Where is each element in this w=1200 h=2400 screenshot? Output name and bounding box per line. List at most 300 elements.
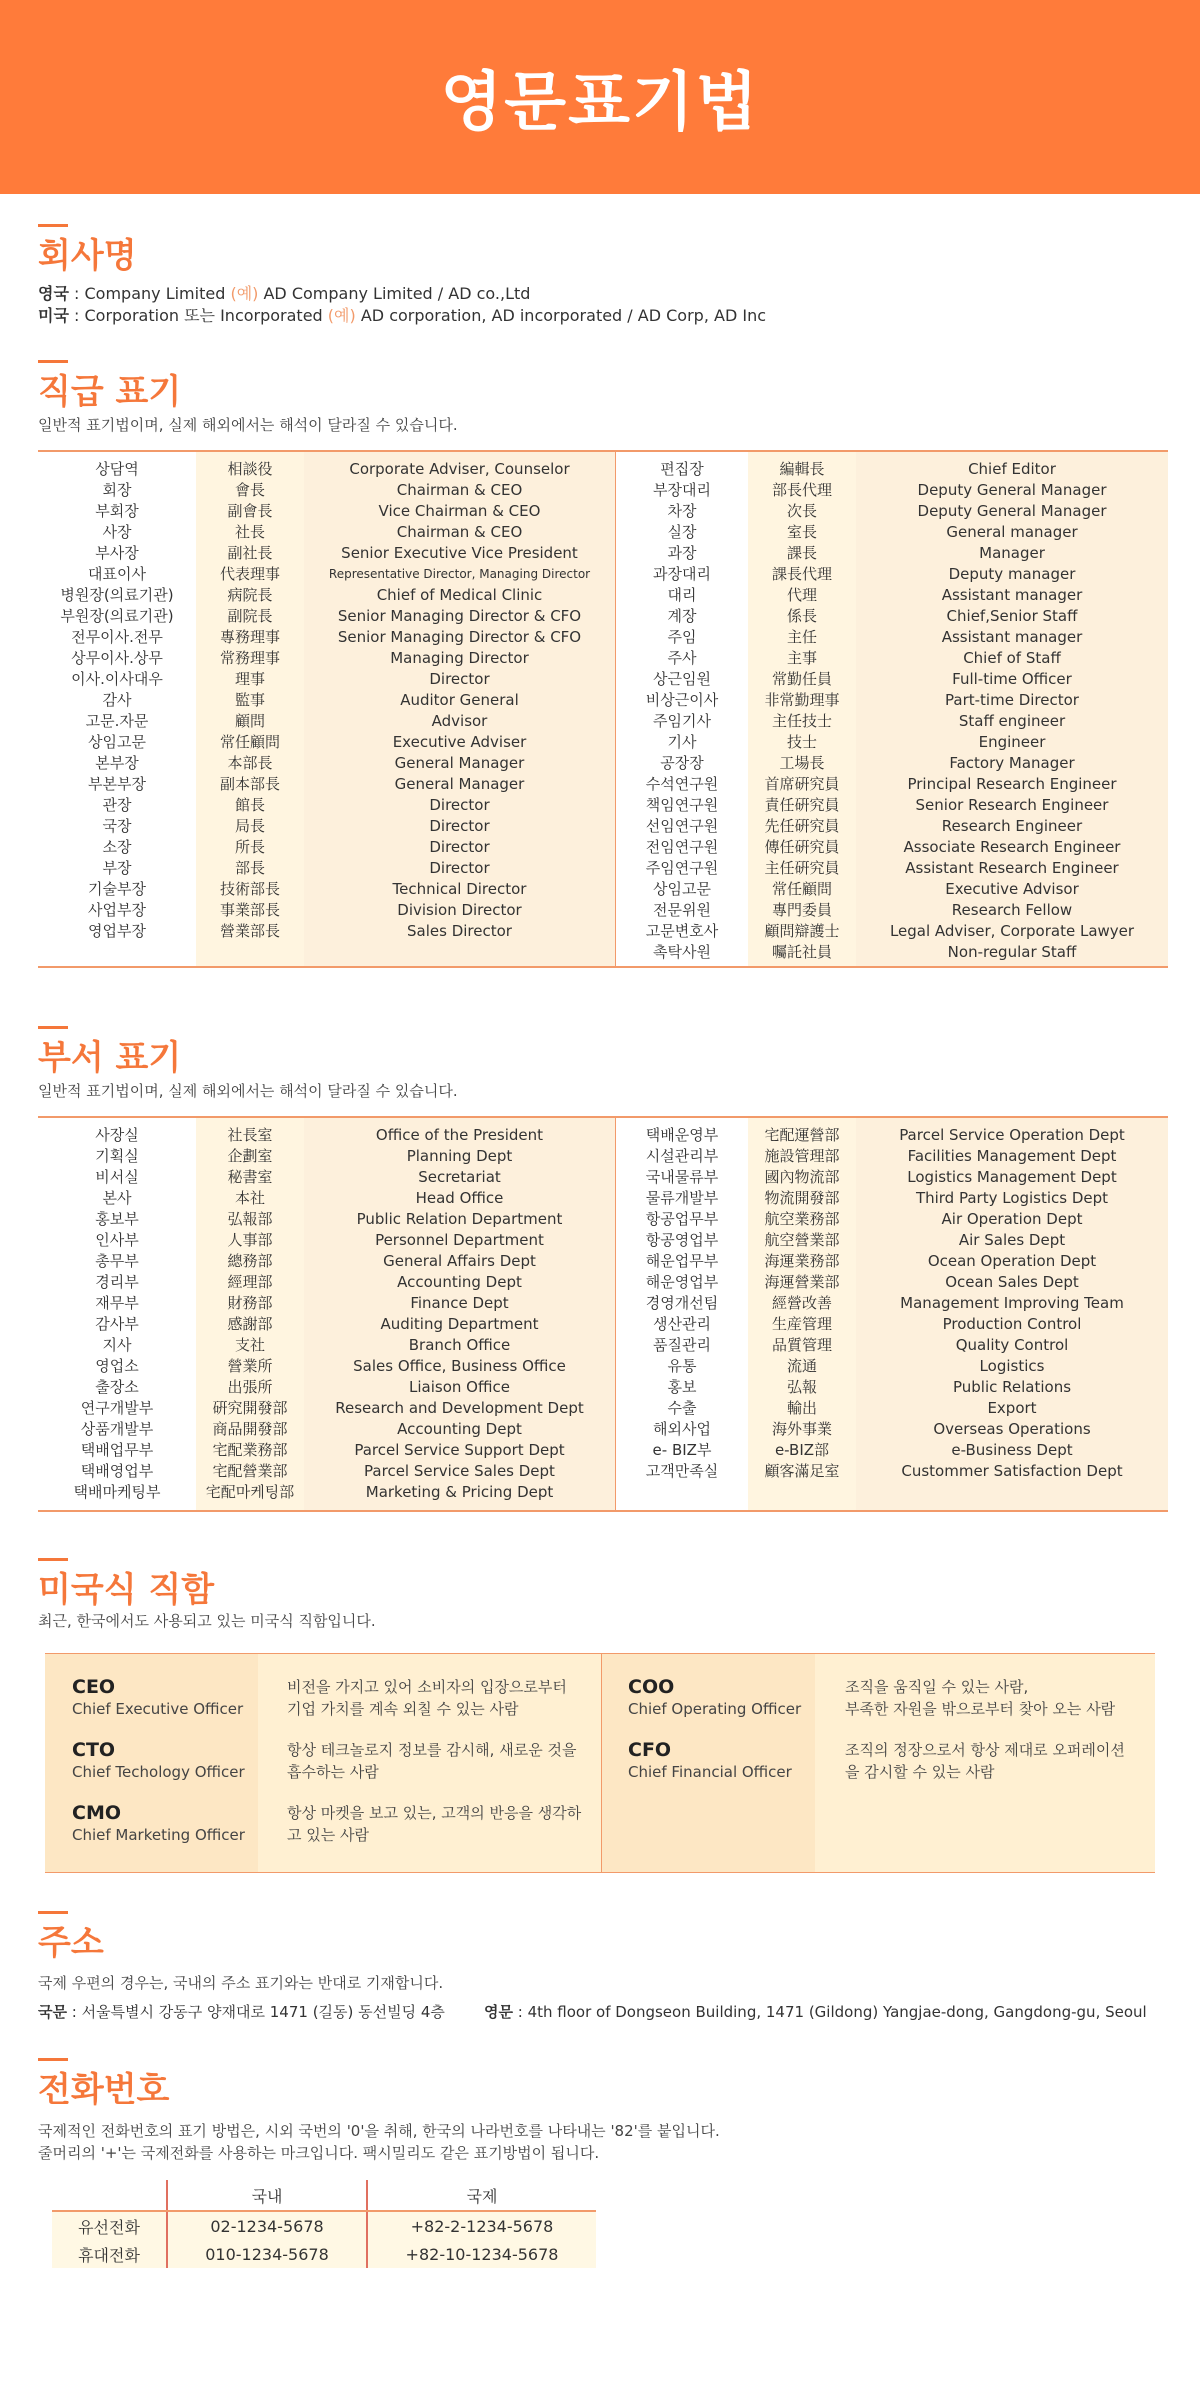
dept-english: Air Operation Dept (941, 1209, 1083, 1228)
rank-korean: 상무이사.상무 (71, 649, 163, 667)
rank-korean: 전문위원 (653, 901, 711, 919)
dept-english: Parcel Service Support Dept (354, 1440, 565, 1459)
rank-row (616, 647, 1168, 668)
rank-row (616, 668, 1168, 689)
rank-korean: 대표이사 (88, 565, 146, 583)
dept-korean: 품질관리 (653, 1336, 711, 1354)
us-section-title: 미국식 직함 (38, 1562, 214, 1611)
rank-hanja: 傳任硏究員 (764, 838, 840, 856)
dept-row (38, 1271, 615, 1292)
rank-english: Senior Managing Director & CFO (337, 627, 582, 646)
dept-korean: 재무부 (95, 1294, 139, 1312)
dept-english: Accounting Dept (397, 1419, 522, 1438)
rank-korean: 실장 (667, 523, 697, 541)
company-line-uk: 영국 : Company Limited (예) AD Company Limited / AD co.,Ltd (38, 284, 531, 303)
rank-row (616, 689, 1168, 710)
rank-hanja: 常務理事 (219, 649, 280, 667)
rank-korean: 상임고문 (88, 733, 146, 751)
rank-hanja: 工場長 (779, 754, 825, 772)
rank-row (616, 920, 1168, 941)
dept-english: Logistics (979, 1356, 1045, 1375)
rank-row (616, 773, 1168, 794)
rank-english: Sales Director (407, 921, 512, 940)
rank-hanja: 部長代理 (771, 481, 832, 499)
dept-english: Export (987, 1398, 1037, 1417)
rank-description: 일반적 표기법이며, 실제 해외에서는 해석이 달라질 수 있습니다. (38, 416, 458, 434)
dept-row (616, 1271, 1168, 1292)
us-coo-name: COO Chief Operating Officer (628, 1676, 802, 1718)
dept-korean: 영업소 (95, 1357, 139, 1375)
us-cto-name: CTO Chief Techology Officer (72, 1739, 245, 1781)
rank-row (38, 521, 615, 542)
rank-english: Engineer (978, 732, 1046, 751)
rank-row (38, 458, 615, 479)
dept-row (38, 1250, 615, 1271)
rank-korean: 기사 (667, 733, 697, 751)
dept-hanja: 財務部 (227, 1294, 273, 1312)
rank-english: Deputy General Manager (917, 480, 1107, 499)
rank-english: Technical Director (392, 879, 527, 898)
rank-row (38, 752, 615, 773)
dept-table-left (38, 1118, 616, 1510)
dept-row (616, 1208, 1168, 1229)
us-ceo-name: CEO Chief Executive Officer (72, 1676, 244, 1718)
address-english: 영문 : 4th floor of Dongseon Building, 1471 (Gildong) Yangjae-dong, Gangdong-gu, Seoul (484, 2003, 1147, 2021)
dept-english: Management Improving Team (900, 1293, 1124, 1312)
rank-row (38, 815, 615, 836)
rank-hanja: 副會長 (227, 502, 273, 520)
dept-row (616, 1376, 1168, 1397)
dept-english: Custommer Satisfaction Dept (901, 1461, 1123, 1480)
rank-korean: 이사.이사대우 (71, 670, 163, 688)
dept-row (38, 1376, 615, 1397)
dept-korean: 비서실 (95, 1168, 139, 1186)
rank-korean: 주임기사 (653, 712, 711, 730)
rank-row (616, 542, 1168, 563)
rank-korean: 계장 (667, 607, 697, 625)
dept-korean: 시설관리부 (645, 1147, 719, 1165)
rank-korean: 책임연구원 (645, 796, 719, 814)
rank-korean: 대리 (667, 586, 697, 604)
rank-english: Part-time Director (945, 690, 1079, 709)
dept-hanja: 宅配業務部 (212, 1441, 288, 1459)
rank-hanja: 相談役 (227, 460, 273, 478)
dept-korean: 유통 (667, 1357, 697, 1375)
dept-hanja: 海運業務部 (764, 1252, 840, 1270)
dept-english: Liaison Office (409, 1377, 510, 1396)
phone-table (52, 2180, 596, 2268)
dept-row (616, 1250, 1168, 1271)
rank-hanja: 顧問 (234, 712, 265, 730)
rank-english: Managing Director (390, 648, 529, 667)
dept-row (616, 1166, 1168, 1187)
page-header (0, 0, 1200, 194)
rank-row (38, 479, 615, 500)
rank-hanja: 本部長 (227, 754, 273, 772)
rank-row (38, 920, 615, 941)
rank-hanja: 常任顧問 (771, 880, 832, 898)
rank-english: Chief Editor (968, 459, 1056, 478)
rank-row (38, 647, 615, 668)
rank-korean: 과장 (667, 544, 697, 562)
rank-english: General Manager (394, 753, 525, 772)
dept-hanja: 物流開發部 (764, 1189, 840, 1207)
rank-section-title: 직급 표기 (38, 364, 181, 413)
rank-english: General Manager (394, 774, 525, 793)
rank-english: Deputy General Manager (917, 501, 1107, 520)
rank-korean: 과장대리 (653, 565, 711, 583)
rank-row (616, 752, 1168, 773)
rank-row (38, 773, 615, 794)
dept-korean: 홍보 (667, 1378, 697, 1396)
dept-hanja: 感謝部 (227, 1315, 273, 1333)
dept-hanja: 施設管理部 (764, 1147, 840, 1165)
rank-row (38, 542, 615, 563)
dept-hanja: 顧客滿足室 (764, 1462, 840, 1480)
rank-hanja: 事業部長 (219, 901, 280, 919)
rank-hanja: 副社長 (227, 544, 273, 562)
rank-korean: 상담역 (95, 460, 139, 478)
dept-hanja: 本社 (234, 1189, 265, 1207)
dept-korean: 감사부 (95, 1315, 139, 1333)
rank-korean: 부사장 (95, 544, 139, 562)
rank-row (38, 710, 615, 731)
rank-row (38, 500, 615, 521)
company-line-us: 미국 : Corporation 또는 Incorporated (예) AD corporation, AD incorporated / AD Corp, AD Inc (38, 306, 766, 325)
rank-row (616, 605, 1168, 626)
dept-korean: 해외사업 (653, 1420, 711, 1438)
rank-hanja: 室長 (786, 523, 817, 541)
phone-description-2: 줄머리의 '+'는 국제전화를 사용하는 마크입니다. 팩시밀리도 같은 표기방법이 됩니다. (38, 2144, 600, 2162)
dept-korean: 총무부 (95, 1252, 139, 1270)
rank-hanja: 病院長 (227, 586, 273, 604)
dept-english: Office of the President (375, 1125, 544, 1144)
rank-english: Research Engineer (941, 816, 1083, 835)
rank-english: Chairman & CEO (396, 480, 523, 499)
rank-korean: 주임연구원 (645, 859, 719, 877)
dept-english: Production Control (942, 1314, 1082, 1333)
dept-hanja: 商品開發部 (212, 1420, 288, 1438)
dept-korean: 고객만족실 (645, 1462, 719, 1480)
rank-korean: 전임연구원 (645, 838, 719, 856)
dept-korean: 기획실 (95, 1147, 139, 1165)
rank-english: Chief of Medical Clinic (376, 585, 543, 604)
dept-english: Personnel Department (375, 1230, 544, 1249)
phone-description-1: 국제적인 전화번호의 표기 방법은, 시외 국번의 '0'을 취해, 한국의 나라번호를 나타내는 '82'를 붙입니다. (38, 2122, 720, 2140)
rank-korean: 사업부장 (88, 901, 146, 919)
rank-korean: 본부장 (95, 754, 139, 772)
dept-row (616, 1355, 1168, 1376)
dept-hanja: 弘報 (786, 1378, 817, 1396)
dept-row (38, 1166, 615, 1187)
address-section-title: 주소 (38, 1915, 104, 1964)
dept-korean: 항공업무부 (645, 1210, 719, 1228)
dept-row (38, 1481, 615, 1502)
rank-hanja: 責任硏究員 (764, 796, 840, 814)
dept-english: Parcel Service Sales Dept (364, 1461, 555, 1480)
rank-korean: 부원장(의료기관) (60, 607, 174, 625)
rank-korean: 회장 (102, 481, 132, 499)
rank-english: Division Director (397, 900, 522, 919)
rank-row (616, 857, 1168, 878)
rank-hanja: 營業部長 (219, 922, 280, 940)
rank-korean: 고문.자문 (85, 712, 149, 730)
rank-hanja: 首席硏究員 (764, 775, 840, 793)
rank-hanja: 顧問辯護士 (764, 922, 840, 940)
rank-korean: 주사 (667, 649, 697, 667)
rank-korean: 관장 (102, 796, 132, 814)
rank-hanja: 次長 (786, 502, 817, 520)
dept-row (38, 1439, 615, 1460)
dept-hanja: 支社 (234, 1336, 265, 1354)
dept-hanja: 宅配마케팅部 (205, 1483, 295, 1501)
dept-english: Logistics Management Dept (907, 1167, 1117, 1186)
rank-korean: 상근임원 (653, 670, 711, 688)
address-description: 국제 우편의 경우는, 국내의 주소 표기와는 반대로 기재합니다. (38, 1974, 444, 1992)
rank-korean: 부장대리 (653, 481, 711, 499)
rank-korean: 선임연구원 (645, 817, 719, 835)
dept-korean: 수출 (667, 1399, 697, 1417)
rank-english: Chief,Senior Staff (946, 606, 1078, 625)
rank-row (38, 731, 615, 752)
dept-english: Third Party Logistics Dept (915, 1188, 1109, 1207)
dept-hanja: 出張所 (227, 1378, 273, 1396)
rank-hanja: 主事 (786, 649, 817, 667)
rank-hanja: 主任 (786, 628, 817, 646)
rank-hanja: 社長 (234, 523, 265, 541)
dept-row (616, 1187, 1168, 1208)
dept-hanja: 國內物流部 (764, 1168, 840, 1186)
rank-english: Vice Chairman & CEO (378, 501, 541, 520)
rank-hanja: 專門委員 (771, 901, 832, 919)
rank-korean: 부회장 (95, 502, 139, 520)
phone-header-international: 국제 (367, 2180, 596, 2211)
us-coo-desc: 조직을 움직일 수 있는 사람, 부족한 자원을 밖으로부터 찾아 오는 사람 (845, 1678, 1116, 1718)
rank-table (38, 450, 1168, 968)
dept-hanja: 流通 (786, 1357, 817, 1375)
rank-english: Associate Research Engineer (903, 837, 1121, 856)
rank-row (38, 794, 615, 815)
dept-table (38, 1116, 1168, 1512)
page-title: 영문표기법 (440, 66, 760, 140)
dept-korean: e- BIZ부 (652, 1441, 712, 1459)
rank-english: Staff engineer (958, 711, 1066, 730)
us-cto-desc: 항상 테크놀로지 정보를 감시해, 새로운 것을 흡수하는 사람 (287, 1741, 577, 1781)
rank-hanja: 常任顧問 (219, 733, 280, 751)
phone-header-type (52, 2180, 167, 2211)
rank-english: Full-time Officer (952, 669, 1072, 688)
rank-hanja: 會長 (234, 481, 265, 499)
rank-korean: 비상근이사 (645, 691, 719, 709)
rank-row (616, 878, 1168, 899)
dept-row (38, 1313, 615, 1334)
rank-korean: 상임고문 (653, 880, 711, 898)
rank-hanja: 副院長 (227, 607, 273, 625)
rank-korean: 차장 (667, 502, 697, 520)
rank-korean: 감사 (102, 691, 132, 709)
rank-korean: 수석연구원 (645, 775, 719, 793)
dept-english: Head Office (415, 1188, 504, 1207)
dept-hanja: e-BIZ部 (774, 1441, 830, 1459)
rank-row (616, 941, 1168, 962)
dept-hanja: 宅配營業部 (212, 1462, 288, 1480)
dept-section-title: 부서 표기 (38, 1030, 181, 1079)
dept-korean: 택배운영부 (645, 1126, 719, 1144)
rank-english: Manager (979, 543, 1045, 562)
dept-korean: 택배영업부 (80, 1462, 154, 1480)
rank-row (38, 857, 615, 878)
rank-english: General manager (946, 522, 1078, 541)
dept-hanja: 海外事業 (771, 1420, 832, 1438)
rank-row (616, 731, 1168, 752)
dept-korean: 홍보부 (95, 1210, 139, 1228)
rank-hanja: 編輯長 (779, 460, 825, 478)
dept-korean: 택배업무부 (80, 1441, 154, 1459)
dept-row (616, 1145, 1168, 1166)
rank-korean: 소장 (102, 838, 132, 856)
rank-korean: 부본부장 (88, 775, 146, 793)
dept-korean: 항공영업부 (645, 1231, 719, 1249)
dept-english: Overseas Operations (933, 1419, 1091, 1438)
dept-english: Quality Control (955, 1335, 1069, 1354)
rank-english: Senior Managing Director & CFO (337, 606, 582, 625)
phone-section-title: 전화번호 (38, 2062, 169, 2111)
dept-english: Public Relation Department (356, 1209, 563, 1228)
rank-english: Research Fellow (951, 900, 1073, 919)
dept-row (616, 1313, 1168, 1334)
dept-english: Branch Office (408, 1335, 511, 1354)
rank-korean: 편집장 (660, 460, 704, 478)
rank-row (38, 563, 615, 584)
dept-row (38, 1397, 615, 1418)
rank-english: Deputy manager (948, 564, 1076, 583)
phone-header-domestic: 국내 (167, 2180, 367, 2211)
rank-hanja: 監事 (234, 691, 265, 709)
dept-hanja: 輸出 (786, 1399, 817, 1417)
dept-row (38, 1187, 615, 1208)
rank-english: Chief of Staff (963, 648, 1061, 667)
dept-english: Parcel Service Operation Dept (899, 1125, 1125, 1144)
rank-row (616, 563, 1168, 584)
rank-hanja: 係長 (786, 607, 817, 625)
rank-english: Director (429, 816, 490, 835)
dept-row (38, 1460, 615, 1481)
rank-korean: 영업부장 (88, 922, 146, 940)
company-section-title: 회사명 (38, 228, 137, 277)
rank-row (616, 626, 1168, 647)
dept-hanja: 營業所 (227, 1357, 273, 1375)
dept-hanja: 經理部 (227, 1273, 273, 1291)
rank-hanja: 主任技士 (771, 712, 832, 730)
dept-korean: 생산관리 (653, 1315, 711, 1333)
dept-hanja: 品質管理 (771, 1336, 832, 1354)
rank-row (616, 584, 1168, 605)
dept-english: Public Relations (952, 1377, 1072, 1396)
dept-row (38, 1124, 615, 1145)
dept-korean: 인사부 (95, 1231, 139, 1249)
rank-english: Factory Manager (949, 753, 1075, 772)
rank-hanja: 副本部長 (219, 775, 280, 793)
phone-row: 휴대전화 010-1234-5678 +82-10-1234-5678 (52, 2240, 596, 2268)
rank-korean: 병원장(의료기관) (60, 586, 174, 604)
rank-hanja: 先任硏究員 (764, 817, 840, 835)
us-cfo-desc: 조직의 정장으로서 항상 제대로 오퍼레이션 을 감시할 수 있는 사람 (845, 1741, 1125, 1781)
rank-hanja: 囑託社員 (771, 943, 832, 961)
rank-korean: 공장장 (660, 754, 704, 772)
rank-english: Advisor (431, 711, 488, 730)
rank-row (38, 668, 615, 689)
dept-row (616, 1292, 1168, 1313)
rank-hanja: 課長代理 (771, 565, 832, 583)
dept-korean: 물류개발부 (645, 1189, 719, 1207)
address-korean: 국문 : 서울특별시 강동구 양재대로 1471 (길동) 동선빌딩 4층 (38, 2003, 445, 2021)
phone-row: 유선전화 02-1234-5678 +82-2-1234-5678 (52, 2211, 596, 2240)
rank-english: Senior Research Engineer (915, 795, 1109, 814)
dept-hanja: 企劃室 (227, 1147, 273, 1165)
rank-row (616, 458, 1168, 479)
rank-hanja: 技士 (786, 733, 817, 751)
dept-korean: 해운영업부 (645, 1273, 719, 1291)
us-cmo-desc: 항상 마켓을 보고 있는, 고객의 반응을 생각하 고 있는 사람 (287, 1804, 582, 1844)
dept-english: Finance Dept (410, 1293, 509, 1312)
us-cfo-name: CFO Chief Financial Officer (628, 1739, 792, 1781)
rank-english: Assistant manager (941, 585, 1083, 604)
dept-english: Marketing & Pricing Dept (365, 1482, 554, 1501)
dept-korean: 본사 (102, 1189, 132, 1207)
rank-hanja: 代表理事 (219, 565, 280, 583)
rank-row (616, 500, 1168, 521)
rank-row (38, 584, 615, 605)
rank-english: Director (429, 795, 490, 814)
rank-hanja: 理事 (234, 670, 265, 688)
dept-description: 일반적 표기법이며, 실제 해외에서는 해석이 달라질 수 있습니다. (38, 1082, 458, 1100)
us-titles-box (45, 1653, 1155, 1873)
rank-row (616, 479, 1168, 500)
rank-row (38, 605, 615, 626)
dept-hanja: 硏究開發部 (212, 1399, 288, 1417)
dept-korean: 택배마케팅부 (73, 1483, 161, 1501)
rank-hanja: 非常勤理事 (764, 691, 840, 709)
dept-english: Accounting Dept (397, 1272, 522, 1291)
dept-row (38, 1229, 615, 1250)
rank-hanja: 主任硏究員 (764, 859, 840, 877)
rank-row (616, 815, 1168, 836)
rank-korean: 전무이사.전무 (71, 628, 163, 646)
dept-hanja: 宅配運營部 (764, 1126, 840, 1144)
rank-english: Director (429, 858, 490, 877)
dept-row (38, 1145, 615, 1166)
dept-english: Facilities Management Dept (907, 1146, 1117, 1165)
rank-korean: 주임 (667, 628, 697, 646)
dept-english: Secretariat (418, 1167, 501, 1186)
dept-english: General Affairs Dept (383, 1251, 536, 1270)
rank-korean: 사장 (102, 523, 132, 541)
rank-english: Representative Director, Managing Director (328, 566, 591, 581)
rank-korean: 촉탁사원 (653, 943, 711, 961)
rank-row (38, 689, 615, 710)
dept-english: Ocean Sales Dept (945, 1272, 1079, 1291)
dept-row (38, 1334, 615, 1355)
rank-row (616, 710, 1168, 731)
dept-korean: 출장소 (95, 1378, 139, 1396)
dept-korean: 해운업무부 (645, 1252, 719, 1270)
dept-row (616, 1124, 1168, 1145)
dept-row (616, 1460, 1168, 1481)
dept-hanja: 總務部 (227, 1252, 273, 1270)
rank-english: Director (429, 837, 490, 856)
rank-english: Chairman & CEO (396, 522, 523, 541)
rank-hanja: 課長 (786, 544, 817, 562)
